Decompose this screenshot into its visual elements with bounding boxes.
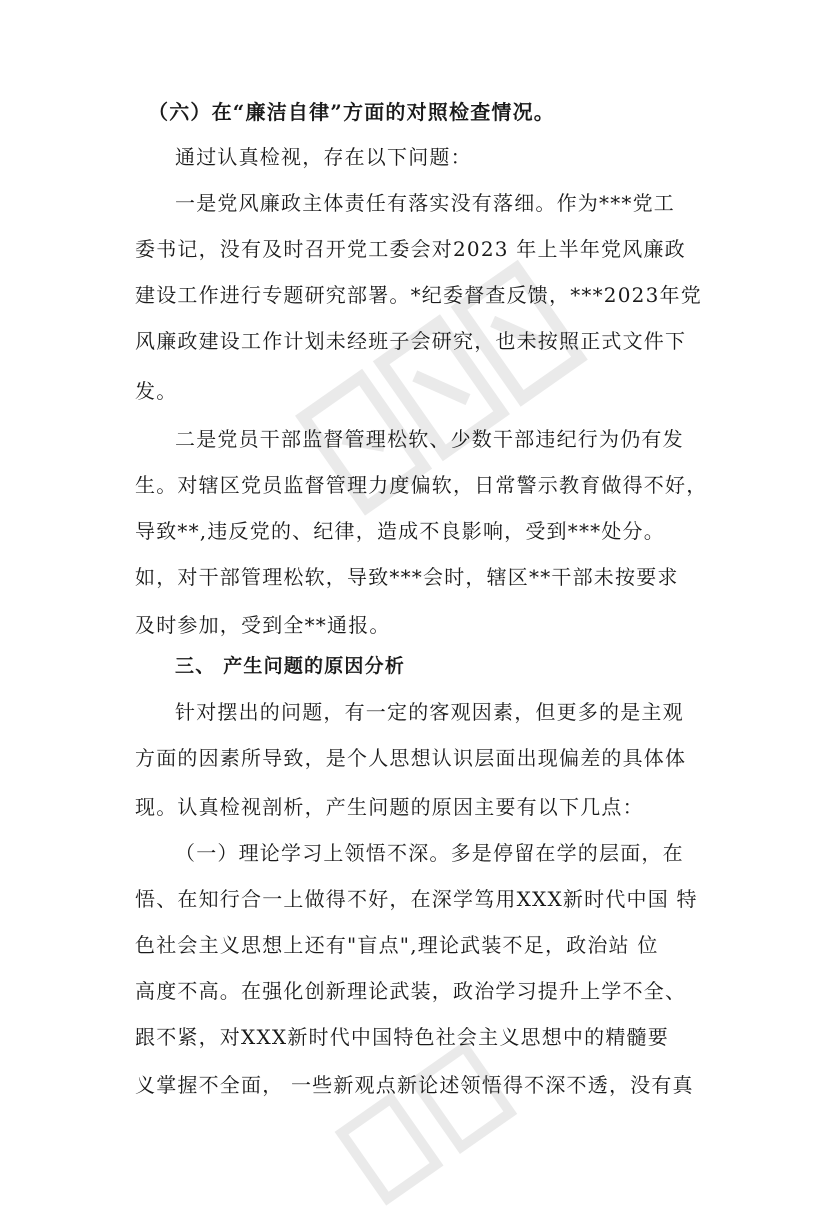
paragraph-line: 风廉政建设工作计划未经班子会研究，也未按照正式文件下 bbox=[135, 329, 687, 353]
paragraph-line: 如，对干部管理松软，导致***会时，辖区**干部未按要求 bbox=[135, 565, 679, 589]
paragraph-line: 方面的因素所导致，是个人思想认识层面出现偏差的具体体 bbox=[135, 746, 687, 770]
section-heading-integrity: （六）在“廉洁自律”方面的对照检查情况。 bbox=[148, 100, 556, 124]
paragraph-line: （一）理论学习上领悟不深。多是停留在学的层面，在 bbox=[175, 841, 684, 865]
paragraph-line: 建设工作进行专题研究部署。*纪委督查反馈，***2023年党 bbox=[135, 283, 702, 307]
paragraph-line: 及时参加，受到全**通报。 bbox=[135, 613, 391, 637]
paragraph-line: 针对摆出的问题，有一定的客观因素，但更多的是主观 bbox=[175, 700, 684, 724]
paragraph-line: 导致**,违反党的、纪律，造成不良影响，受到***处分。 bbox=[135, 519, 665, 543]
paragraph-line: 一是党风廉政主体责任有落实没有落细。作为***党工 bbox=[175, 191, 675, 215]
section-heading-causes: 三、 产生问题的原因分析 bbox=[175, 655, 406, 677]
paragraph-line: 义掌握不全面， 一些新观点新论述领悟得不深不透，没有真 bbox=[135, 1073, 694, 1097]
paragraph-line: 悟、在知行合一上做得不好，在深学笃用XXX新时代中国 特 bbox=[135, 887, 698, 911]
paragraph-line: 通过认真检视，存在以下问题： bbox=[175, 145, 472, 169]
paragraph-line: 现。认真检视剖析，产生问题的原因主要有以下几点： bbox=[135, 795, 644, 819]
paragraph-line: 发。 bbox=[135, 379, 178, 403]
paragraph-line: 色社会主义思想上还有"盲点",理论武装不足，政治站 位 bbox=[135, 933, 659, 957]
paragraph-line: 二是党员干部监督管理松软、少数干部违纪行为仍有发 bbox=[175, 427, 684, 451]
paragraph-line: 委书记，没有及时召开党工委会对2023 年上半年党风廉政 bbox=[135, 237, 686, 261]
paragraph-line: 生。对辖区党员监督管理力度偏软，日常警示教育做得不好， bbox=[135, 473, 708, 497]
paragraph-line: 跟不紧，对XXX新时代中国特色社会主义思想中的精髓要 bbox=[135, 1025, 669, 1049]
paragraph-line: 高度不高。在强化创新理论武装，政治学习提升上学不全、 bbox=[135, 979, 687, 1003]
